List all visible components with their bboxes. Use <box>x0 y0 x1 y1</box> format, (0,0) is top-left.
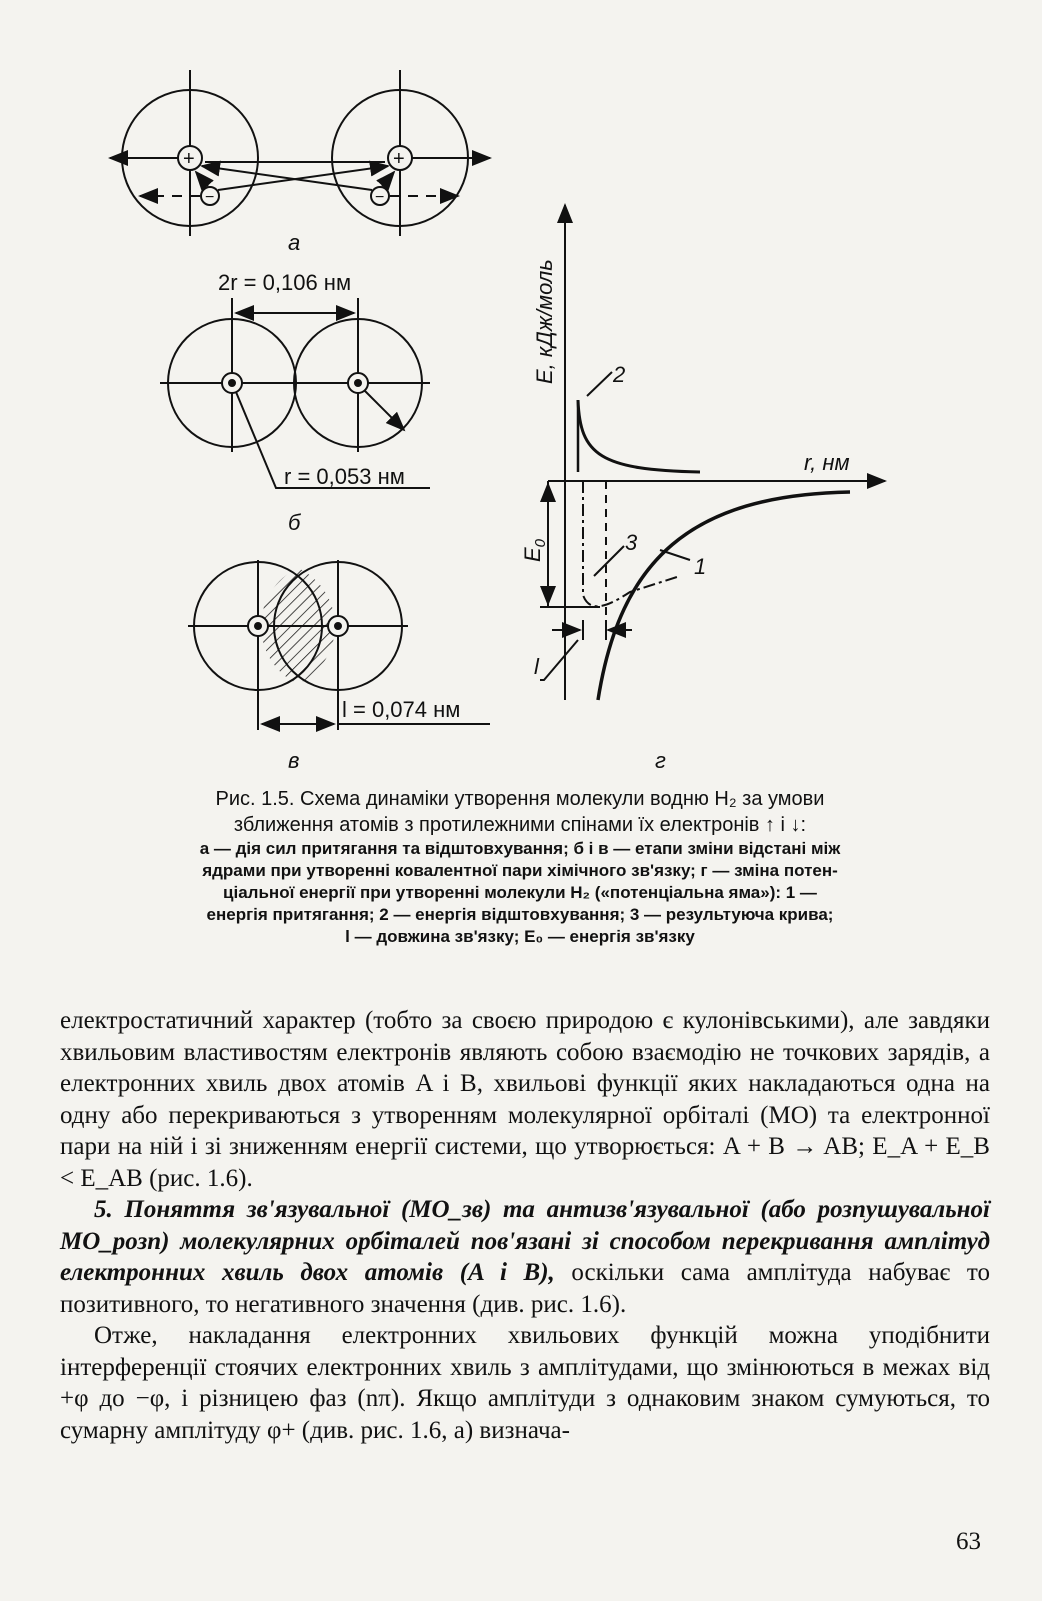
caption-line-6: енергія притягання; 2 — енергія відштовхування; 3 — результуюча крива; <box>206 905 834 924</box>
caption-line-3: а — дія сил притягання та відштовхування; б і в — етапи зміни відстані між <box>199 839 841 858</box>
caption-line-1: Рис. 1.5. Схема динаміки утворення молекули водню H₂ за умови <box>215 788 825 810</box>
bond-length-label: l <box>534 654 539 679</box>
paragraph-2 <box>60 1194 990 1320</box>
electron-minus-left: − <box>205 189 215 206</box>
caption-line-5: ціальної енергії при утворенні молекули H₂ («потенціальна яма»): 1 — <box>223 883 817 902</box>
electron-minus-right: − <box>375 189 385 206</box>
body-text <box>60 1005 990 1446</box>
curve-label-2: 2 <box>613 362 626 387</box>
panel-a-label: а <box>288 230 301 255</box>
paragraph-3: Отже, накладання електронних хвильових функцій можна уподібнити інтерференції стоячих електронних хвиль з амплітудами, що змінюються в межах від +φ до −φ, і різницею фаз (nπ). Якщо амплітуди з однаковим знаком сумуються, то сумарну амплітуду φ+ (див. рис. 1.6, а) визнача- <box>60 1322 990 1444</box>
panel-b <box>160 298 430 488</box>
nucleus-plus-left: + <box>183 148 195 170</box>
panel-v-label: в <box>288 748 300 773</box>
caption-line-2: зближення атомів з протилежними спінами їх електронів ↑ і ↓: <box>233 814 807 836</box>
caption-line-4: ядрами при утворенні ковалентної пари хімічного зв'язку; г — зміна потен- <box>202 861 838 880</box>
curve-label-3: 3 <box>625 530 638 555</box>
e0-label: $E_0$ <box>520 538 549 562</box>
nucleus-plus-right: + <box>393 148 405 170</box>
figure-caption <box>70 786 970 948</box>
panel-b-label: б <box>288 510 301 535</box>
label-r: r = 0,053 нм <box>284 464 405 489</box>
axis-x-label: r, нм <box>804 450 850 475</box>
caption-line-7: l — довжина зв'язку; E₀ — енергія зв'язку <box>345 927 695 946</box>
figure-1-5 <box>0 0 1042 780</box>
axis-y-label: E, кДж/моль <box>532 259 557 384</box>
label-2r: 2r = 0,106 нм <box>218 270 352 295</box>
panel-a <box>110 70 490 236</box>
paragraph-2-rest: оскільки сама амплітуда набуває то позитивного, то негативного значення (див. рис. 1.6). <box>60 1259 990 1318</box>
curve-label-1: 1 <box>694 554 707 579</box>
page-number: 63 <box>956 1528 981 1555</box>
paragraph-1: електростатичний характер (тобто за своєю природою є кулонівськими), але завдяки хвильовим властивостям електронів являють собою взаємодію не точкових зарядів, а електронних хвиль двох атомів A і B, хвильові функції яких накладаються одна на одну або перекриваються з утворенням молекулярної орбіталі (МО) та електронної пари на ній і зі зниженням енергії системи, що утворюється: A + B → AB; E_A + E_B < E_AB (рис. 1.6). <box>60 1007 990 1192</box>
panel-g-label: г <box>655 748 666 773</box>
label-l: l = 0,074 нм <box>342 697 461 722</box>
paragraph-2-bold: 5. Поняття зв'язувальної (МО_зв) та антизв'язувальної (або розпушувальної МО_розп) молекулярних орбіталей пов'язані зі способом перекривання амплітуд електронних хвиль двох атомів (A і B), <box>60 1196 990 1286</box>
